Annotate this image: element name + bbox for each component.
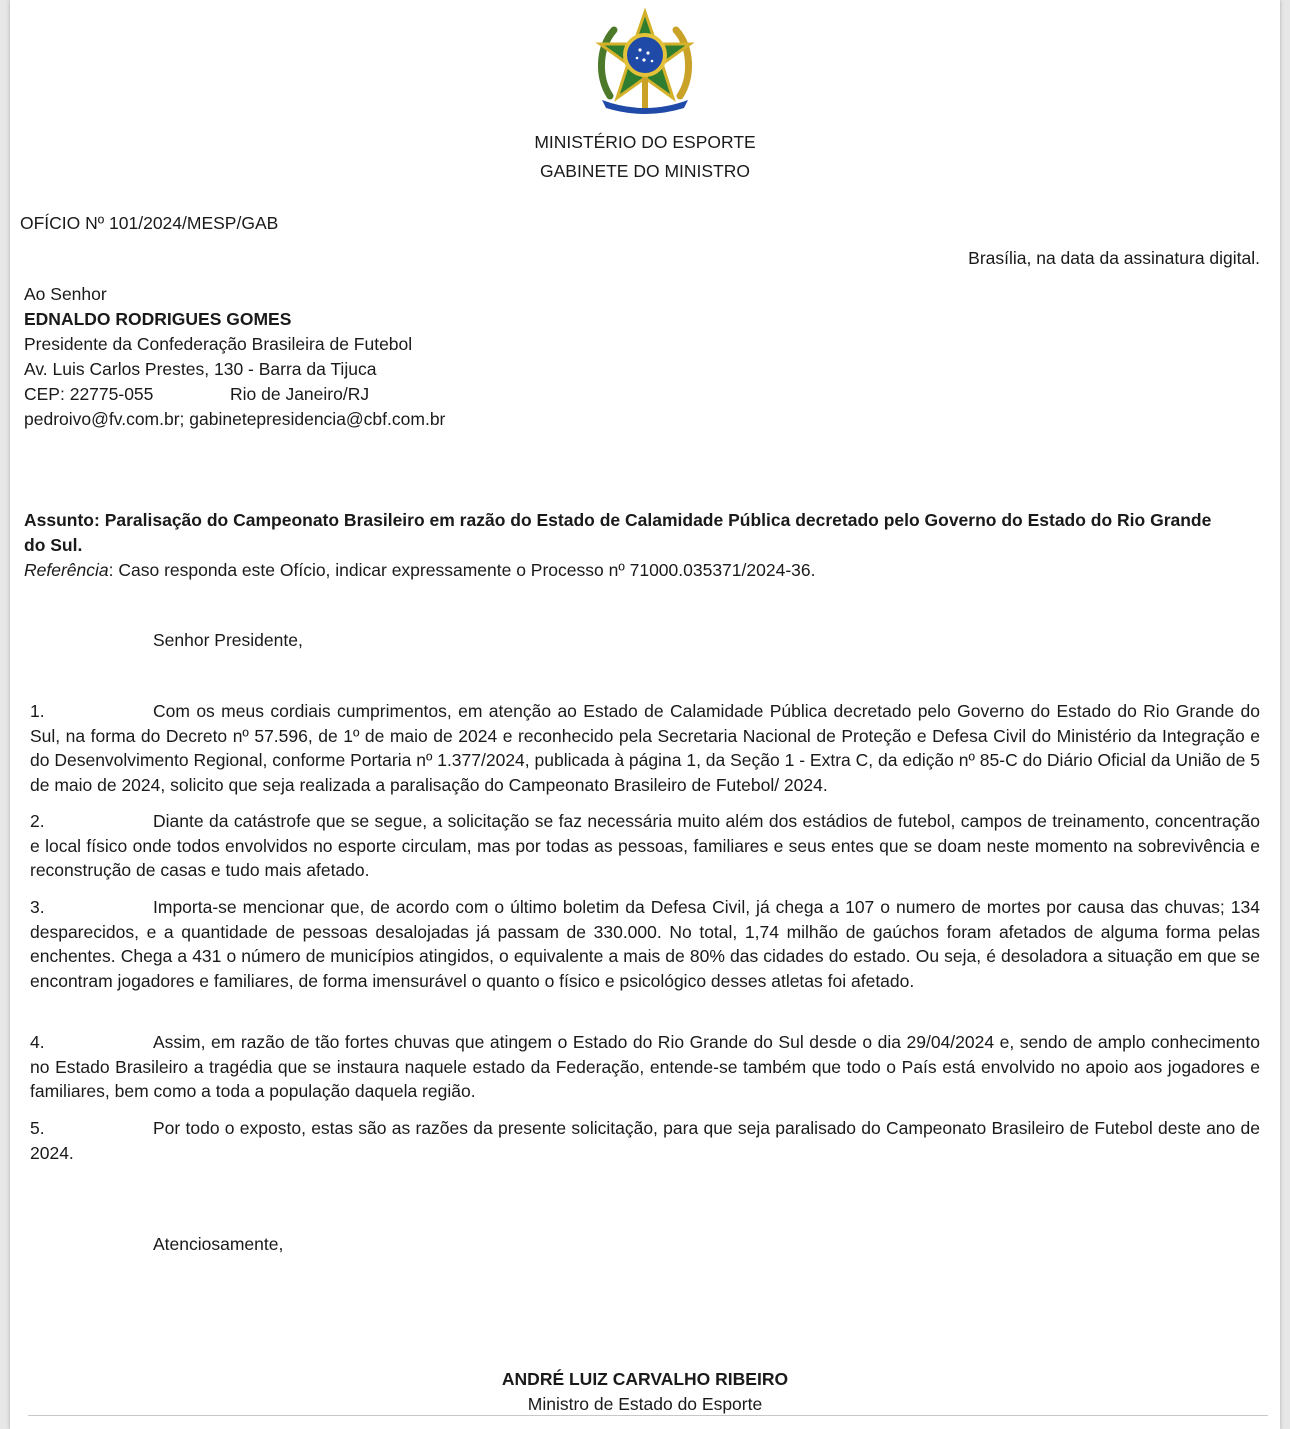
- paragraph-number: 5.: [30, 1118, 45, 1138]
- document-page: [10, 0, 1280, 1429]
- greeting: Senhor Presidente,: [153, 630, 303, 650]
- recipient-title: Presidente da Confederação Brasileira de Futebol: [24, 334, 413, 354]
- signature-name: ANDRÉ LUIZ CARVALHO RIBEIRO: [501, 1369, 789, 1389]
- closing: Atenciosamente,: [153, 1234, 284, 1254]
- paragraph-number: 4.: [30, 1032, 45, 1052]
- paragraph-text: Importa-se mencionar que, de acordo com o último boletim da Defesa Civil, já chega a 107 o numero de mortes por causa das chuvas; 134 desparecidos, e a quantidade de pessoas desalojadas já passam de 330.000. No total, 1,74 milhão de gaúchos foram afetados de alguma forma pelas enchentes. Chega a 431 o número de municípios atingidos, o equivalente a mais de 80% das cidades do estado. Ou seja, é desoladora a situação em que se encontram jogadores e familiares, de forma imensurável o quanto o físico e psicológico desses atletas foi afetado.: [30, 897, 1260, 991]
- paragraph-5: [30, 1116, 1260, 1165]
- ministry-name: MINISTÉRIO DO ESPORTE: [534, 132, 756, 152]
- paragraph-number: 1.: [30, 701, 45, 721]
- reference-text: : Caso responda este Ofício, indicar expressamente o Processo nº 71000.035371/2024-36.: [108, 560, 816, 580]
- brazil-coat-of-arms-icon: [590, 8, 700, 118]
- paragraph-3: [30, 895, 1260, 993]
- signature-role: Ministro de Estado do Esporte: [527, 1394, 763, 1414]
- recipient-salutation: Ao Senhor: [24, 284, 107, 304]
- paragraph-1: [30, 699, 1260, 797]
- paragraph-text: Diante da catástrofe que se segue, a solicitação se faz necessária muito além dos estádios de futebol, campos de treinamento, concentração e local físico onde todos envolvidos no esporte circulam, mas por todas as pessoas, familiares e seus entes que se doam neste momento na sobrevivência e reconstrução de casas e tudo mais afetado.: [30, 811, 1260, 881]
- subject-line-continued: do Sul.: [24, 535, 83, 555]
- recipient-address: Av. Luis Carlos Prestes, 130 - Barra da Tijuca: [24, 359, 377, 379]
- oficio-number: OFÍCIO Nº 101/2024/MESP/GAB: [20, 213, 279, 233]
- paragraph-number: 3.: [30, 897, 45, 917]
- recipient-cep: CEP: 22775-055: [24, 384, 154, 404]
- paragraph-text: Por todo o exposto, estas são as razões da presente solicitação, para que seja paralisado do Campeonato Brasileiro de Futebol deste ano de 2024.: [30, 1118, 1260, 1163]
- footer-divider: [28, 1415, 1268, 1416]
- paragraph-text: Com os meus cordiais cumprimentos, em atenção ao Estado de Calamidade Pública decretado pelo Governo do Estado do Rio Grande do Sul, na forma do Decreto nº 57.596, de 1º de maio de 2024 e reconhecido pela Secretaria Nacional de Proteção e Defesa Civil do Ministério da Integração e do Desenvolvimento Regional, conforme Portaria nº 1.377/2024, publicada à página 1, da Seção 1 - Extra C, da edição nº 85-C do Diário Oficial da União de 5 de maio de 2024, solicito que seja realizada a paralisação do Campeonato Brasileiro de Futebol/ 2024.: [30, 701, 1260, 795]
- reference-line: [24, 558, 815, 583]
- paragraph-number: 2.: [30, 811, 45, 831]
- paragraph-4: [30, 1030, 1260, 1104]
- date-line: Brasília, na data da assinatura digital.: [968, 248, 1260, 268]
- recipient-emails: pedroivo@fv.com.br; gabinetepresidencia@cbf.com.br: [24, 409, 446, 429]
- paragraph-text: Assim, em razão de tão fortes chuvas que atingem o Estado do Rio Grande do Sul desde o dia 29/04/2024 e, sendo de amplo conhecimento no Estado Brasileiro a tragédia que se instaura naquele estado da Federação, entende-se também que todo o País está envolvido no apoio aos jogadores e familiares, bem como a toda a população daquela região.: [30, 1032, 1260, 1102]
- paragraph-2: [30, 809, 1260, 883]
- recipient-name: EDNALDO RODRIGUES GOMES: [24, 309, 292, 329]
- recipient-city: Rio de Janeiro/RJ: [230, 384, 370, 404]
- office-name: GABINETE DO MINISTRO: [539, 161, 751, 181]
- subject-line: Assunto: Paralisação do Campeonato Brasileiro em razão do Estado de Calamidade Pública decretado pelo Governo do Estado do Rio Grande: [24, 510, 1212, 530]
- reference-label: Referência: [24, 560, 109, 580]
